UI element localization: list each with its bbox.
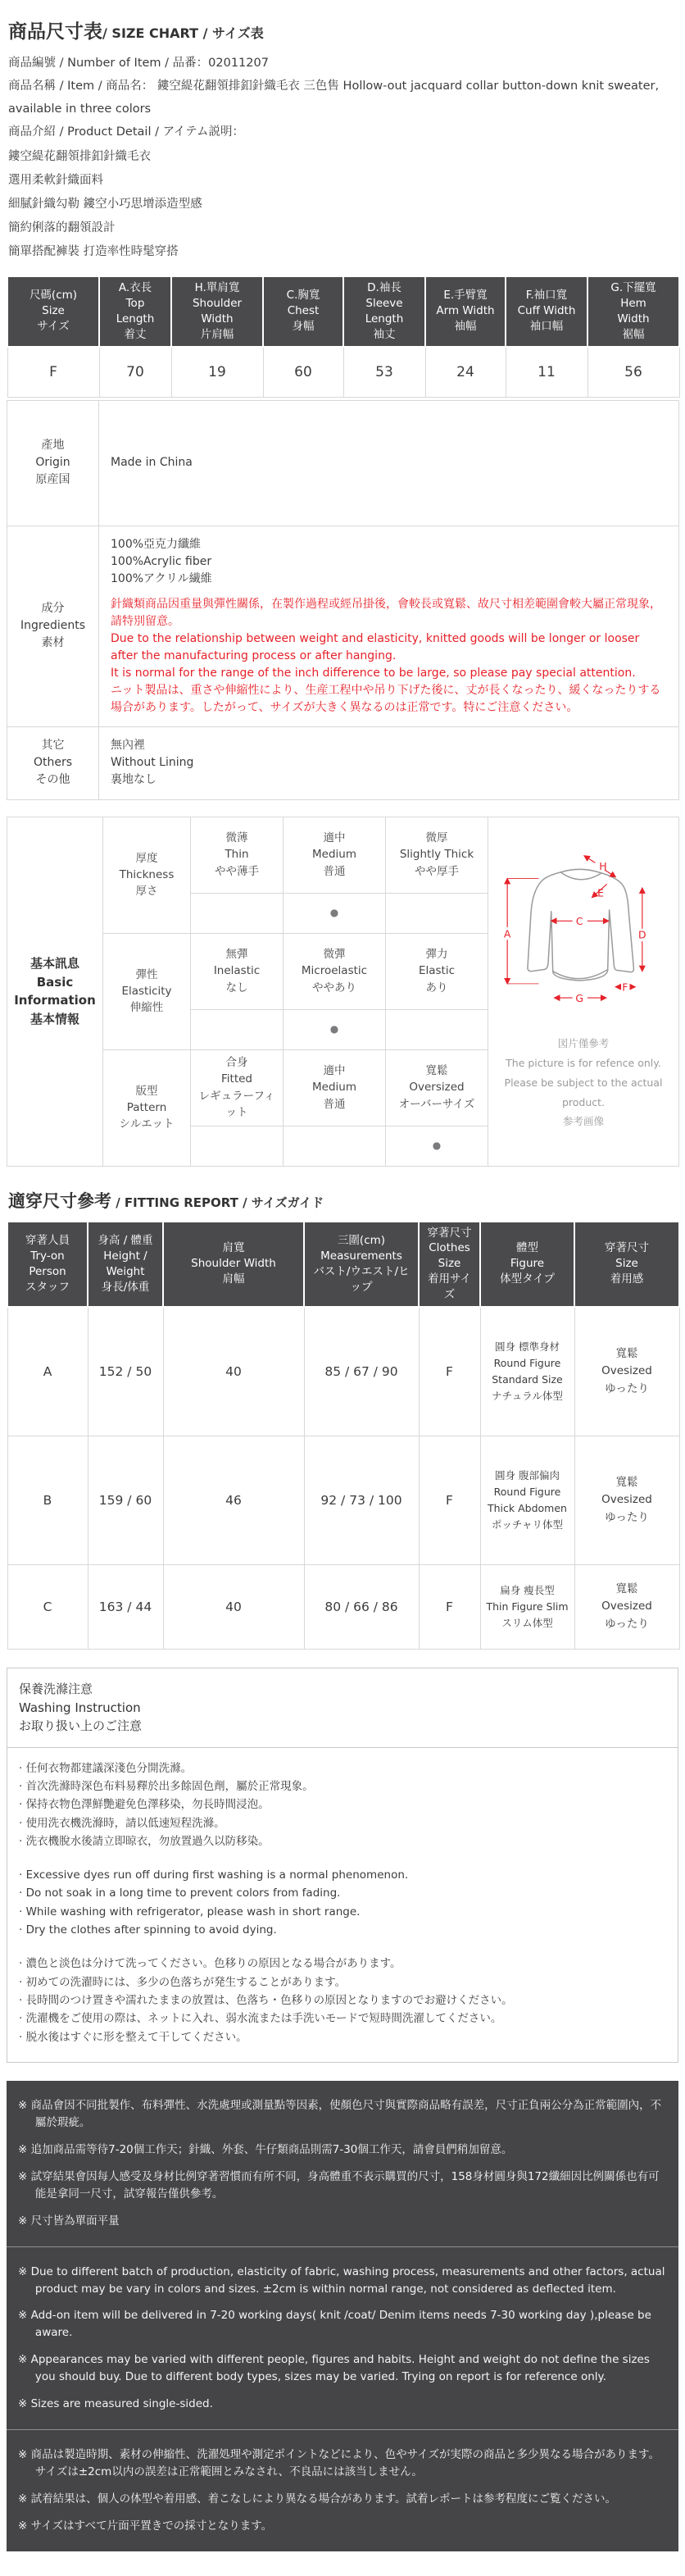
header-figure: 體型 Figure 体型タイプ [480,1222,574,1307]
measurements: 85 / 67 / 90 [304,1307,419,1436]
measurements: 92 / 73 / 100 [304,1436,419,1565]
footer-note: ※ 追加商品需等待7-20個工作天；針織、外套、牛仔類商品則需7-30個工作天，請會員們稍加留意。 [18,2142,513,2156]
sweater-measure-diagram [492,851,676,1019]
figure-caption: 図片僅參考 The picture is for refence only. Please be subject to the actual product. 参考画像 [504,1037,663,1128]
cell-chest: 60 [263,347,343,398]
shoulder: 46 [163,1436,304,1565]
header-clothes-size: 穿著尺寸 Clothes Size 着用サイズ [419,1222,480,1307]
shoulder: 40 [163,1565,304,1650]
product-info-table [7,400,679,800]
footer-notes-zh [7,2081,678,2246]
fitting-row-b [7,1436,679,1565]
pattern-option-medium: 適中 Medium 普通 [284,1049,386,1126]
cell-shoulder-width: 19 [171,347,263,398]
fitting-heading-zh: 適穿尺寸參考 [8,1190,111,1211]
measurements: 80 / 66 / 86 [304,1565,419,1650]
label-e: E [597,886,605,899]
footer-note: ※ Appearances may be varied with different people, figures and habits. Height and weight do not define the sizes you should buy. Due to different body types, sizes may be varied. Trying on report is for reference only. [18,2353,650,2384]
ingredients-fibers: 100%亞克力纖維 100%Acrylic fiber 100%アクリル繊維 [111,537,212,585]
cell-cuff-width: 11 [506,347,587,398]
page-title-rest: / SIZE CHART / サイズ表 [102,25,264,41]
ingredients-note-en2: It is normal for the range of the inch difference to be large, so please pay special attention. [111,666,636,680]
size-feel: 寬鬆 Ovesized ゆったり [574,1307,679,1436]
footer-notes-ja [7,2429,678,2551]
page-title [8,16,677,43]
footer-note: ※ 試穿結果會因每人感受及身材比例穿著習慣而有所不同，身高體重不表示購買的尺寸，158身材圓身與172纖細因比例關係也有可能是拿同一尺寸，試穿報告僅供參考。 [18,2169,660,2201]
person: A [7,1307,88,1436]
washing-bullet: · 脱水後はすぐに形を整えて干してください。 [19,2030,247,2044]
clothes-size: F [419,1307,480,1436]
ingredients-note-ja: ニット製品は、重さや伸縮性により、生産工程中や吊り下げた後に、丈が長くなったり、緩くなったりする場合があります。したがって、サイズが大きく異なるのは正常です。特にご注意ください。 [111,683,661,714]
washing-title: 保養洗滌注意 Washing Instruction お取り扱い上のご注意 [7,1668,678,1748]
cell-sleeve-length: 53 [343,347,425,398]
header-try-on-person: 穿著人員 Try-on Person スタッフ [7,1222,88,1307]
item-name: 商品名稱 / Item / 商品名： 鏤空緹花翻領排釦針織毛衣 三色售 Hollow-out jacquard collar button-down knit sweater, available in three colors [8,80,660,116]
header-height-weight: 身高 / 體重 Height / Weight 身長/体重 [88,1222,163,1307]
header-top-length: A.衣長 Top Length 着丈 [99,276,171,347]
header-chest: C.胸寬 Chest 身幅 [263,276,343,347]
size-chart-header-row [7,276,679,347]
ingredients-note [111,596,667,717]
cell-top-length: 70 [99,347,171,398]
header-arm-width: E.手臂寬 Arm Width 袖幅 [425,276,506,347]
person: B [7,1436,88,1565]
others-row [7,726,679,799]
washing-bullet: · 保持衣物色澤鮮艷避免色澤移染，勿長時間浸泡。 [19,1798,270,1812]
footer-notes-en [7,2246,678,2429]
pattern-dot-medium [284,1126,386,1166]
washing-bullet: · 長時間のつけ置きや濡れたままの放置は、色落ち・色移りの原因となりますのでお避けください。 [19,1994,513,2008]
label-h: H [599,860,607,873]
fitting-table [7,1221,680,1650]
label-a: A [503,927,511,940]
pattern-option-oversized: 寬鬆 Oversized オーバーサイズ [386,1049,488,1126]
pattern-label: 版型 Pattern シルエット [103,1049,191,1166]
washing-body [7,1748,678,2063]
washing-instruction-box [7,1668,678,2063]
header-measurements: 三圍(cm) Measurements バスト/ウエスト/ヒップ [304,1222,419,1307]
washing-zh-group [19,1760,666,1851]
footer-note: ※ Add-on item will be delivered in 7-20 working days( knit /coat/ Denim items needs 7-30 working day ),please be aware. [18,2309,651,2340]
thickness-dot-thick [386,893,488,933]
thickness-selected-dot: ● [329,907,339,919]
size-feel: 寬鬆 Ovesized ゆったり [574,1565,679,1650]
footer-note: ※ Due to different batch of production, elasticity of fabric, washing process, measurements and other factors, actual product may be vary in colors and sizes. ±2cm is within normal range, not considered as deflected item. [18,2264,665,2296]
washing-bullet: · Do not soak in a long time to prevent colors from fading. [19,1886,341,1900]
ingredients-label: 成分 Ingredients 素材 [7,526,99,726]
ingredients-note-en: Due to the relationship between weight and elasticity, knitted goods will be longer or looser after the manufacturing process or after hanging. [111,631,640,662]
fitting-header-row [7,1222,679,1307]
thickness-option-thin: 微薄 Thin やや薄手 [191,817,284,893]
header-cuff-width: F.袖口寬 Cuff Width 袖口幅 [506,276,587,347]
header-shoulder-width: H.單肩寬 Shoulder Width 片肩幅 [171,276,263,347]
clothes-size: F [419,1565,480,1650]
elasticity-label: 彈性 Elasticity 伸縮性 [103,933,191,1049]
label-d: D [638,928,646,941]
washing-en-group [19,1867,666,1939]
origin-label: 產地 Origin 原産国 [7,400,99,526]
elasticity-option-microelastic: 微彈 Microelastic ややあり [284,933,386,1009]
label-f: F [622,981,628,994]
footer-note: ※ 尺寸皆為單面平量 [18,2214,120,2228]
washing-bullet: · 任何衣物都建議深淺色分開洗滌。 [19,1761,193,1775]
height-weight: 163 / 44 [88,1565,163,1650]
ingredients-note-zh: 針織類商品因重量與彈性關係，在製作過程或經吊掛後，會較長或寬鬆、故尺寸相差範圍會較大屬正常現象，請特別留意。 [111,597,661,628]
item-number: 商品編號 / Number of Item / 品番：02011207 [8,57,269,70]
cell-hem-width: 56 [587,347,679,398]
header-fit-shoulder: 肩寬 Shoulder Width 肩幅 [163,1222,304,1307]
pattern-selected-dot: ● [432,1140,442,1152]
thickness-label: 厚度 Thickness 厚さ [103,817,191,933]
size-feel: 寬鬆 Ovesized ゆったり [574,1436,679,1565]
ingredients-value [99,526,679,726]
header-size-feel: 穿著尺寸 Size 着用感 [574,1222,679,1307]
washing-bullet: · Dry the clothes after spinning to avoid dying. [19,1923,277,1937]
fitting-row-a [7,1307,679,1436]
pattern-dot-fitted [191,1126,284,1166]
footer-note: ※ 商品は製造時期、素材の伸縮性、洗濯処理や測定ポイントなどにより、色やサイズが実際の商品と多少異なる場合があります。サイズは±2cm以内の誤差は正常範囲とみなされ、不良品には該当しません。 [18,2448,660,2479]
footer-note: ※ 商品會因不同批製作、布料彈性、水洗處理或測量點等因素，使顏色尺寸與實際商品略有誤差，尺寸正負兩公分為正常範圍內，不屬於瑕疵。 [18,2099,662,2130]
washing-bullet: · Excessive dyes run off during first washing is a normal phenomenon. [19,1868,409,1882]
washing-bullet: · 使用洗衣機洗滌時，請以低速短程洗滌。 [19,1816,225,1830]
washing-ja-group [19,1955,666,2046]
product-detail-heading: 商品介紹 / Product Detail / アイテム説明： [8,125,245,139]
size-chart-data-row [7,347,679,398]
pattern-option-fitted: 合身 Fitted レギュラーフィット [191,1049,284,1126]
thickness-dot-thin [191,893,284,933]
shoulder: 40 [163,1307,304,1436]
cell-size: F [7,347,99,398]
fitting-row-c [7,1565,679,1650]
person: C [7,1565,88,1650]
footer-notes-box [7,2081,678,2551]
figure-cell [488,817,679,1166]
fitting-heading-rest: / FITTING REPORT / サイズガイド [111,1195,324,1210]
header-hem-width: G.下擺寬 Hem Width 裾幅 [587,276,679,347]
figure-type: 扁身 瘦長型 Thin Figure Slim スリム体型 [480,1565,574,1650]
elasticity-option-inelastic: 無彈 Inelastic なし [191,933,284,1009]
basic-info-table [7,817,679,1167]
detail-line: 選用柔軟針織面料 [8,174,103,187]
origin-row [7,400,679,526]
elasticity-dot-elastic [386,1009,488,1049]
size-chart-table [7,275,680,398]
page-title-zh: 商品尺寸表 [8,21,102,43]
footer-note: ※ サイズはすべて片面平置きでの採寸となります。 [18,2519,273,2533]
basic-info-label: 基本訊息 Basic Information 基本情報 [7,817,103,1166]
footer-note: ※ Sizes are measured single-sided. [18,2397,213,2411]
ingredients-row [7,526,679,726]
clothes-size: F [419,1436,480,1565]
detail-line: 細膩針織勾勒 鏤空小巧思增添造型感 [8,198,202,211]
fitting-heading [8,1188,677,1213]
figure-type: 圓身 腹部偏肉 Round Figure Thick Abdomen ポッチャリ体型 [480,1436,574,1565]
washing-bullet: · While washing with refrigerator, please wash in short range. [19,1905,361,1918]
washing-bullet: · 濃色と淡色は分けて洗ってください。色移りの原因となる場合があります。 [19,1957,401,1971]
elasticity-selected-dot: ● [329,1023,339,1035]
thickness-options-row [7,817,679,893]
others-label: 其它 Others その他 [7,726,99,799]
thickness-option-slightly-thick: 微厚 Slightly Thick やや厚手 [386,817,488,893]
figure-type: 圓身 標準身材 Round Figure Standard Size ナチュラル体型 [480,1307,574,1436]
elasticity-option-elastic: 彈力 Elastic あり [386,933,488,1009]
footer-note: ※ 試着結果は、個人の体型や着用感、着こなしにより異なる場合があります。試着レポートは参考程度にご覧ください。 [18,2492,617,2505]
detail-line: 鏤空緹花翻領排釦針織毛衣 [8,150,151,163]
origin-value: Made in China [99,400,679,526]
height-weight: 152 / 50 [88,1307,163,1436]
washing-bullet: · 初めての洗濯時には、多少の色落ちが発生することがあります。 [19,1975,347,1989]
washing-bullet: · 洗衣機脫水後請立即晾衣，勿放置過久以防移染。 [19,1834,270,1848]
label-c: C [575,915,583,928]
detail-line: 簡單搭配褲裝 打造率性時髦穿搭 [8,245,179,258]
header-sleeve-length: D.袖長 Sleeve Length 袖丈 [343,276,425,347]
thickness-option-medium: 適中 Medium 普通 [284,817,386,893]
elasticity-dot-inelastic [191,1009,284,1049]
label-g: G [575,991,584,1004]
washing-bullet: · 首次洗滌時深色布料易釋於出多餘固色劑，屬於正常現象。 [19,1779,314,1793]
washing-bullet: · 洗濯機をご使用の際は、ネットに入れ、弱水流または手洗いモードで短時間洗濯してください。 [19,2012,502,2026]
cell-arm-width: 24 [425,347,506,398]
header-size: 尺碼(cm) Size サイズ [7,276,99,347]
height-weight: 159 / 60 [88,1436,163,1565]
detail-line: 簡約俐落的翻領設計 [8,221,116,234]
product-detail-lines [8,145,677,264]
others-value: 無內裡 Without Lining 裏地なし [99,726,679,799]
